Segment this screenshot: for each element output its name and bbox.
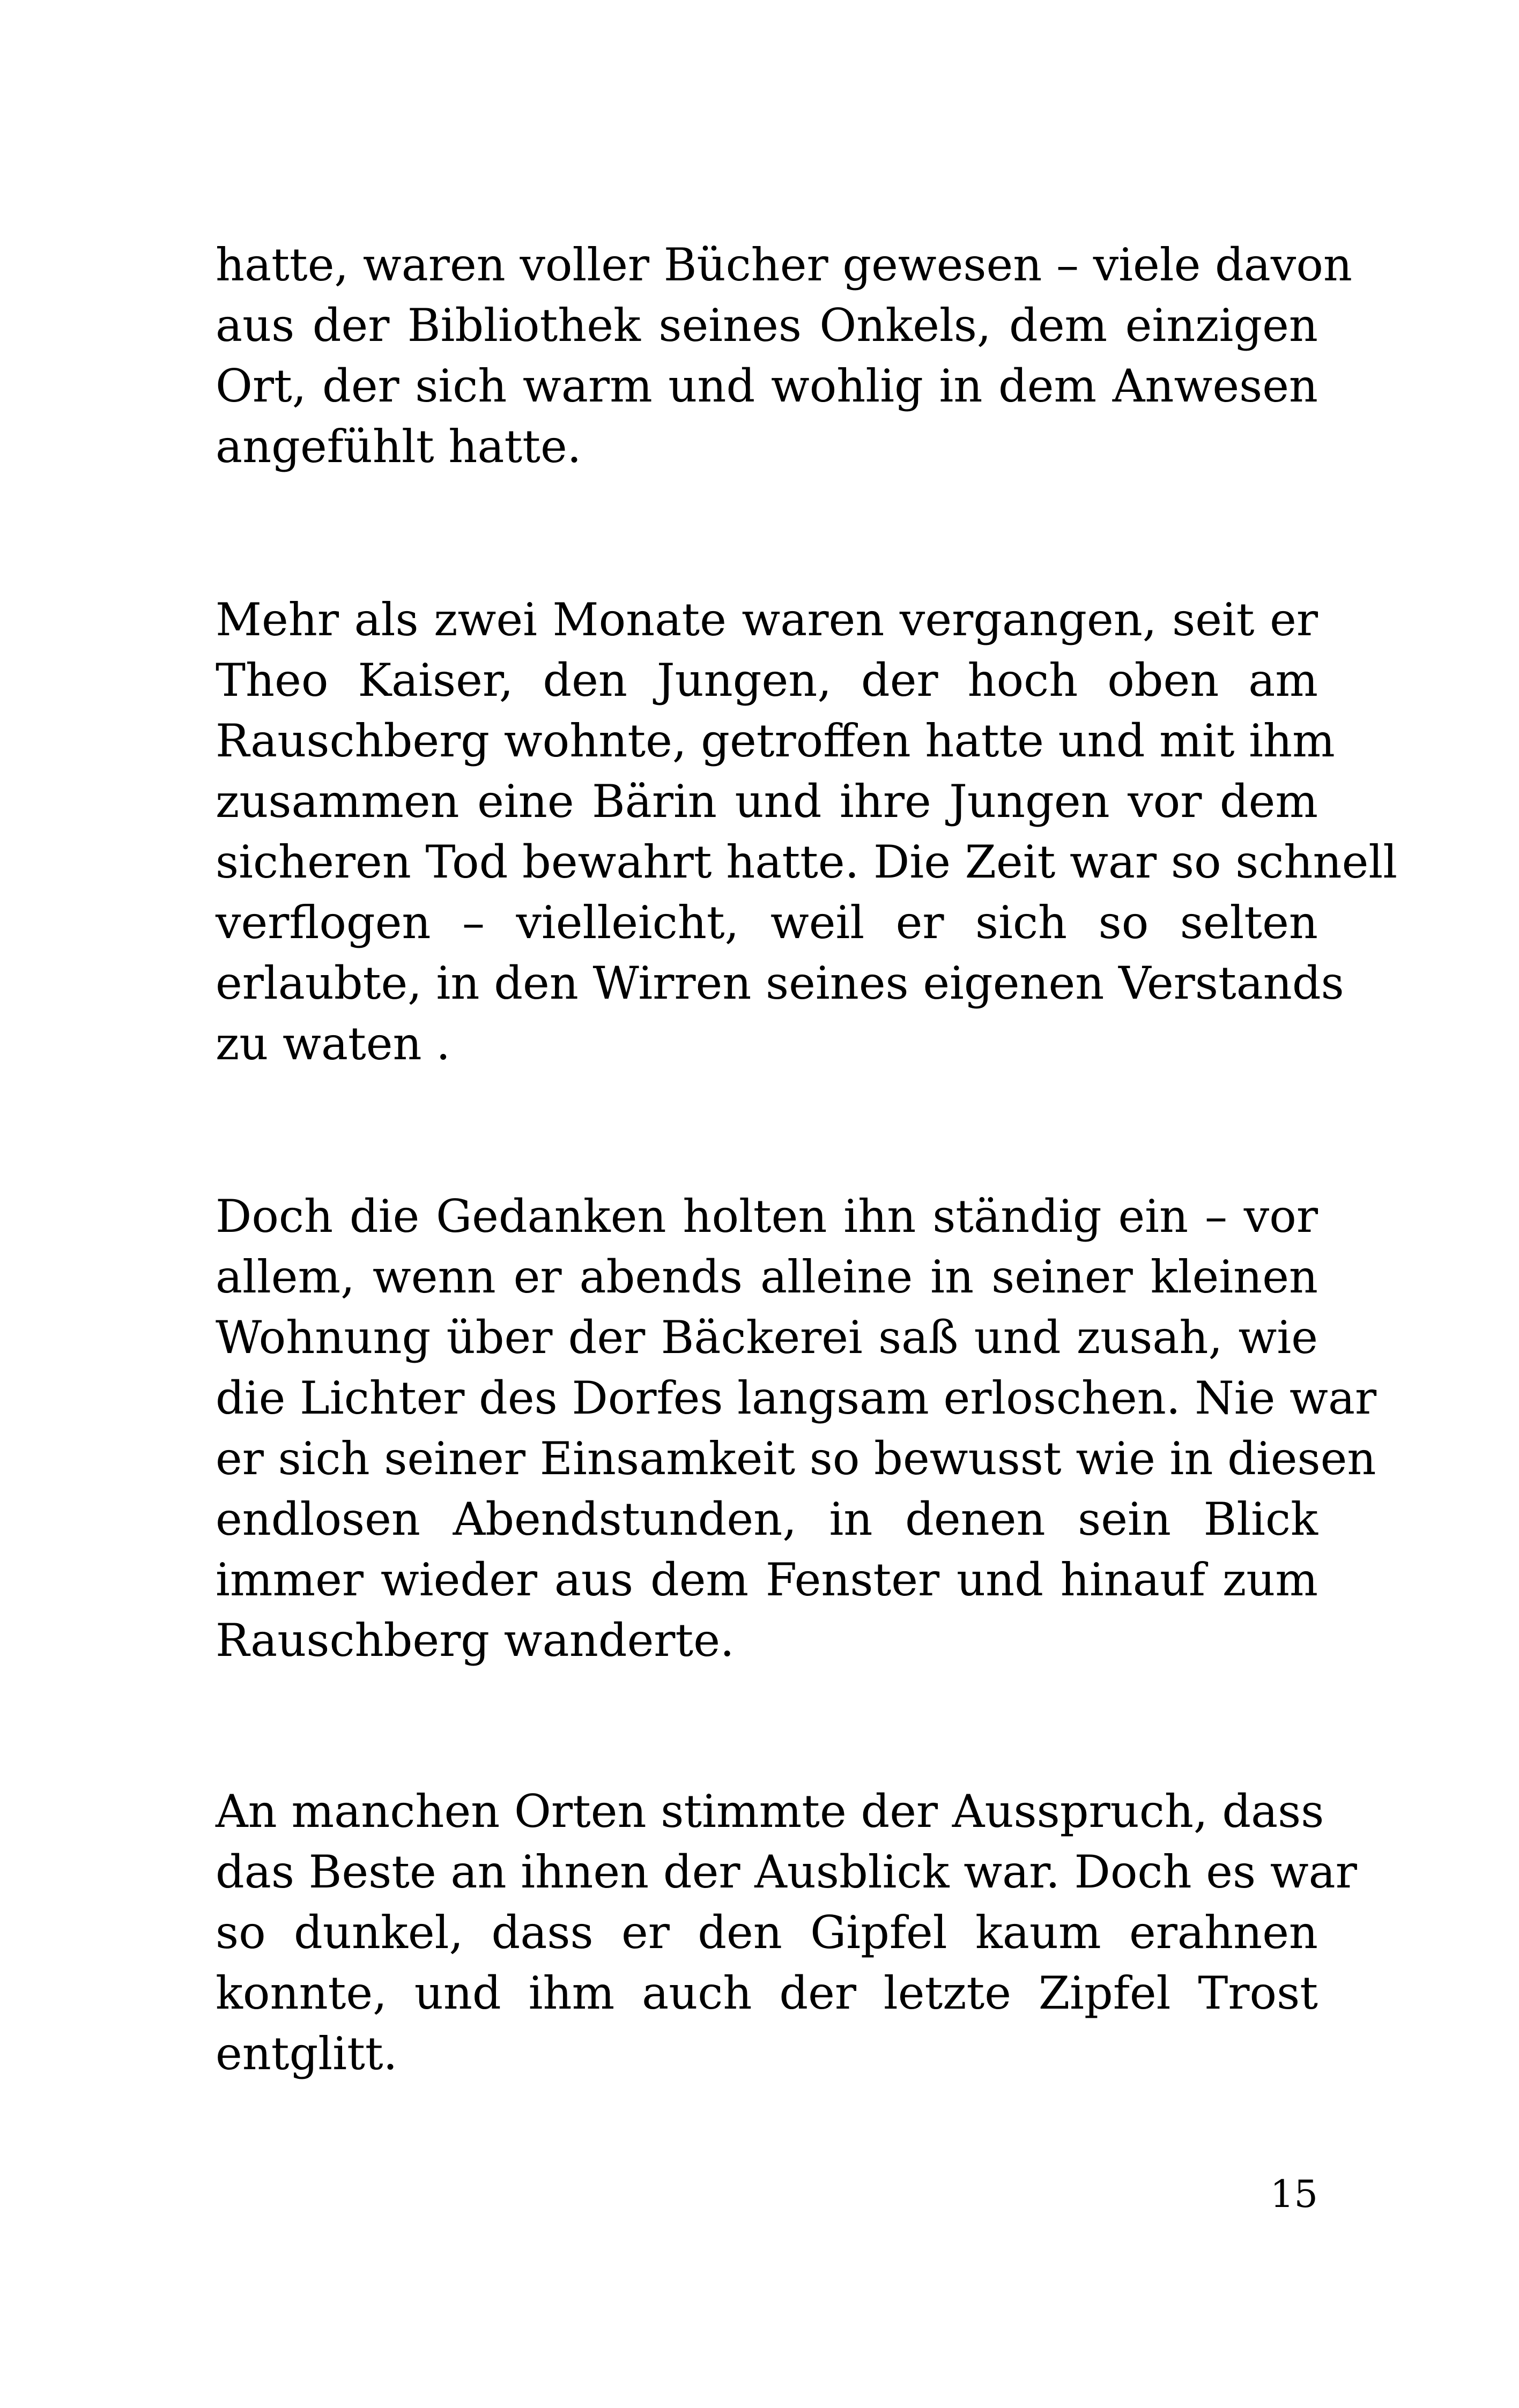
paragraph-line: Wohnung über der Bäckerei saß und zusah, wie bbox=[216, 1311, 1318, 1364]
paragraph-line: Rauschberg wohnte, getroffen hatte und mit ihm bbox=[216, 715, 1335, 767]
paragraph-line: Doch die Gedanken holten ihn ständig ein – vor bbox=[216, 1190, 1318, 1243]
paragraph-line: entglitt. bbox=[216, 2027, 398, 2080]
paragraph-line: so dunkel, dass er den Gipfel kaum erahnen bbox=[216, 1906, 1318, 1959]
paragraph-line: aus der Bibliothek seines Onkels, dem einzigen bbox=[216, 299, 1318, 352]
paragraph-line: immer wieder aus dem Fenster und hinauf zum bbox=[216, 1554, 1318, 1606]
paragraph-line: er sich seiner Einsamkeit so bewusst wie in diesen bbox=[216, 1432, 1376, 1485]
paragraph-line: Rauschberg wanderte. bbox=[216, 1614, 735, 1667]
paragraph-line: sicheren Tod bewahrt hatte. Die Zeit war so schnell bbox=[216, 836, 1398, 888]
paragraph-line: verflogen – vielleicht, weil er sich so selten bbox=[216, 896, 1318, 949]
paragraph-line: allem, wenn er abends alleine in seiner kleinen bbox=[216, 1251, 1318, 1303]
paragraph-line: An manchen Orten stimmte der Ausspruch, dass bbox=[216, 1785, 1324, 1838]
paragraph-line: endlosen Abendstunden, in denen sein Blick bbox=[216, 1493, 1318, 1545]
paragraph-line: hatte, waren voller Bücher gewesen – viele davon bbox=[216, 239, 1353, 291]
paragraph-line: konnte, und ihm auch der letzte Zipfel Trost bbox=[216, 1967, 1318, 2019]
paragraph-line: erlaubte, in den Wirren seines eigenen Verstands bbox=[216, 957, 1344, 1009]
paragraph-line: zu waten . bbox=[216, 1017, 451, 1070]
paragraph-line: das Beste an ihnen der Ausblick war. Doch es war bbox=[216, 1846, 1357, 1898]
paragraph-line: Ort, der sich warm und wohlig in dem Anwesen bbox=[216, 360, 1318, 412]
page-number: 15 bbox=[1270, 2172, 1318, 2216]
paragraph-line: zusammen eine Bärin und ihre Jungen vor dem bbox=[216, 775, 1318, 828]
paragraph-line: Theo Kaiser, den Jungen, der hoch oben am bbox=[216, 654, 1318, 707]
paragraph-line: Mehr als zwei Monate waren vergangen, seit er bbox=[216, 593, 1318, 646]
paragraph-line: angefühlt hatte. bbox=[216, 420, 582, 473]
paragraph-line: die Lichter des Dorfes langsam erloschen. Nie war bbox=[216, 1372, 1377, 1424]
